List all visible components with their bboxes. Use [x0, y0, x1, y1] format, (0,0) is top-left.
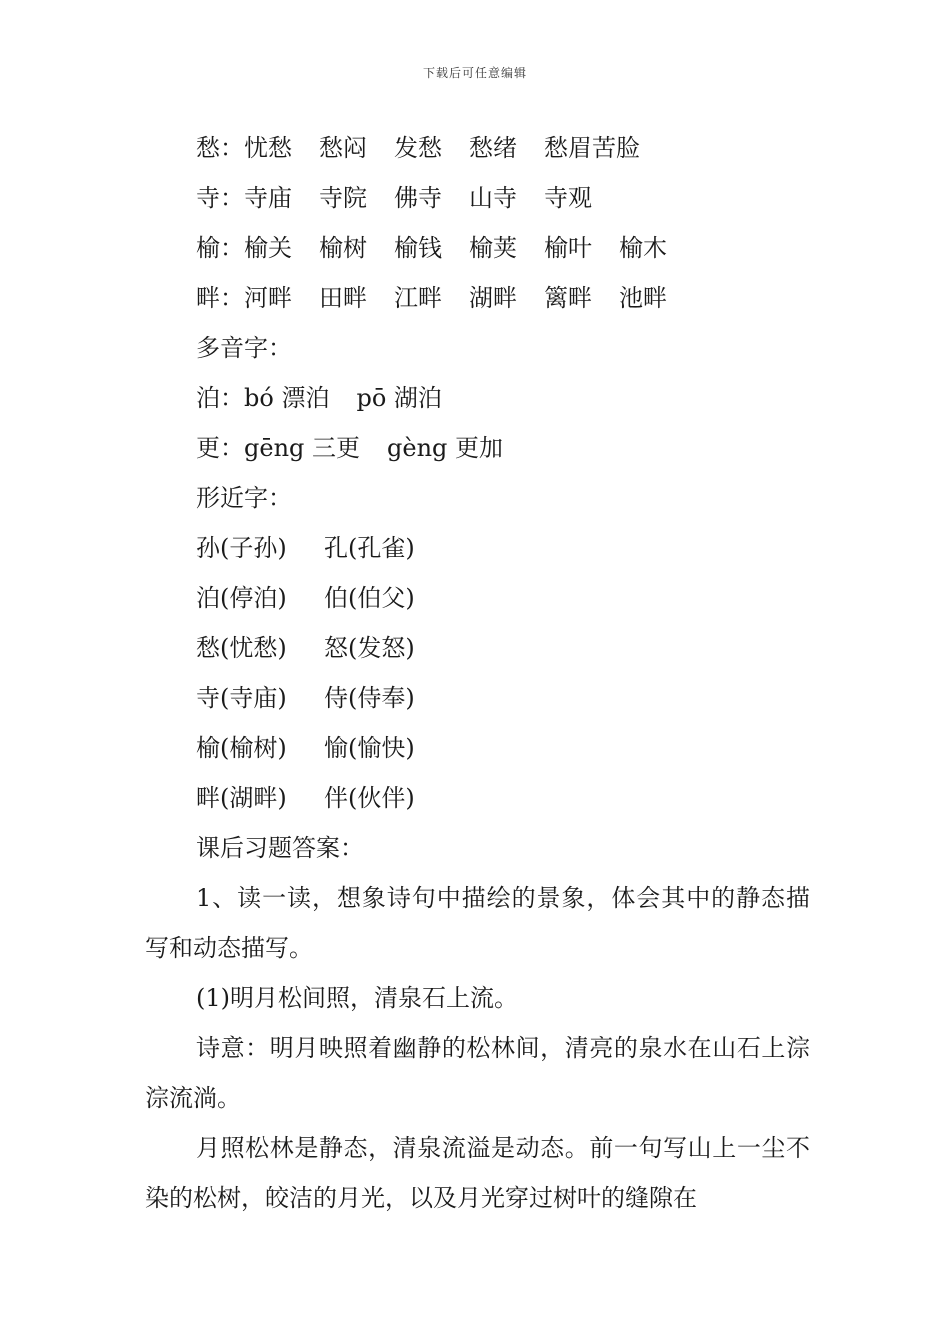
- poly-reading: gēng 三更: [244, 434, 361, 462]
- word: 榆关: [244, 234, 292, 262]
- document-body: [145, 123, 810, 1223]
- word-group-si: [145, 173, 810, 223]
- word: 山寺: [469, 184, 517, 212]
- group-sep: ：: [220, 184, 244, 212]
- word-group-chou: [145, 123, 810, 173]
- section-title-similar: 形近字：: [196, 484, 292, 512]
- poem-meaning: 诗意：明月映照着幽静的松林间，清亮的泉水在山石上淙淙流淌。: [145, 1034, 810, 1112]
- question-1-sub: (1)明月松间照，清泉石上流。: [196, 984, 518, 1012]
- word-group-pan: [145, 273, 810, 323]
- page-header: 下载后可任意编辑: [422, 66, 527, 80]
- word: 篱畔: [544, 284, 592, 312]
- similar-right: 孔(孔雀): [324, 534, 415, 562]
- group-sep: ：: [220, 134, 244, 162]
- group-char: 愁: [196, 134, 220, 162]
- similar-pair: [145, 573, 810, 623]
- similar-right: 愉(愉快): [324, 734, 415, 762]
- section-title-answers: 课后习题答案：: [196, 834, 364, 862]
- word: 寺院: [319, 184, 367, 212]
- similar-pair: [145, 623, 810, 673]
- similar-left: 榆(榆树): [196, 734, 287, 762]
- similar-right: 侍(侍奉): [324, 684, 415, 712]
- similar-pair: [145, 723, 810, 773]
- similar-left: 愁(忧愁): [196, 634, 287, 662]
- polyphonic-item: [145, 423, 810, 473]
- similar-right: 伴(伙伴): [324, 784, 415, 812]
- similar-left: 寺(寺庙): [196, 684, 287, 712]
- poly-reading: gèng 更加: [387, 434, 504, 462]
- group-sep: ：: [220, 234, 244, 262]
- word: 榆荚: [469, 234, 517, 262]
- similar-right: 伯(伯父): [324, 584, 415, 612]
- group-char: 寺: [196, 184, 220, 212]
- group-sep: ：: [220, 284, 244, 312]
- word: 愁闷: [319, 134, 367, 162]
- poly-char: 更: [196, 434, 220, 462]
- similar-left: 畔(湖畔): [196, 784, 287, 812]
- word: 佛寺: [394, 184, 442, 212]
- word: 河畔: [244, 284, 292, 312]
- analysis-paragraph: 月照松林是静态，清泉流溢是动态。前一句写山上一尘不染的松树，皎洁的月光，以及月光穿过树叶的缝隙在: [145, 1134, 810, 1212]
- word: 榆叶: [544, 234, 592, 262]
- similar-left: 泊(停泊): [196, 584, 287, 612]
- word: 榆木: [619, 234, 667, 262]
- word: 寺观: [544, 184, 592, 212]
- section-title-polyphonic: 多音字：: [196, 334, 292, 362]
- word: 江畔: [394, 284, 442, 312]
- word: 愁眉苦脸: [544, 134, 640, 162]
- word: 寺庙: [244, 184, 292, 212]
- similar-pair: [145, 773, 810, 823]
- similar-pair: [145, 523, 810, 573]
- polyphonic-item: [145, 373, 810, 423]
- poly-char: 泊: [196, 384, 220, 412]
- word: 愁绪: [469, 134, 517, 162]
- poly-sep: ：: [220, 434, 244, 462]
- word: 湖畔: [469, 284, 517, 312]
- word: 池畔: [619, 284, 667, 312]
- similar-right: 怒(发怒): [324, 634, 415, 662]
- word: 忧愁: [244, 134, 292, 162]
- question-1: 1、读一读，想象诗句中描绘的景象，体会其中的静态描写和动态描写。: [145, 884, 810, 962]
- word: 榆钱: [394, 234, 442, 262]
- word: 榆树: [319, 234, 367, 262]
- group-char: 榆: [196, 234, 220, 262]
- word: 田畔: [319, 284, 367, 312]
- word: 发愁: [394, 134, 442, 162]
- poly-reading: pō 湖泊: [356, 384, 442, 412]
- similar-pair: [145, 673, 810, 723]
- poly-reading: bó 漂泊: [244, 384, 330, 412]
- poly-sep: ：: [220, 384, 244, 412]
- word-group-yu: [145, 223, 810, 273]
- group-char: 畔: [196, 284, 220, 312]
- similar-left: 孙(子孙): [196, 534, 287, 562]
